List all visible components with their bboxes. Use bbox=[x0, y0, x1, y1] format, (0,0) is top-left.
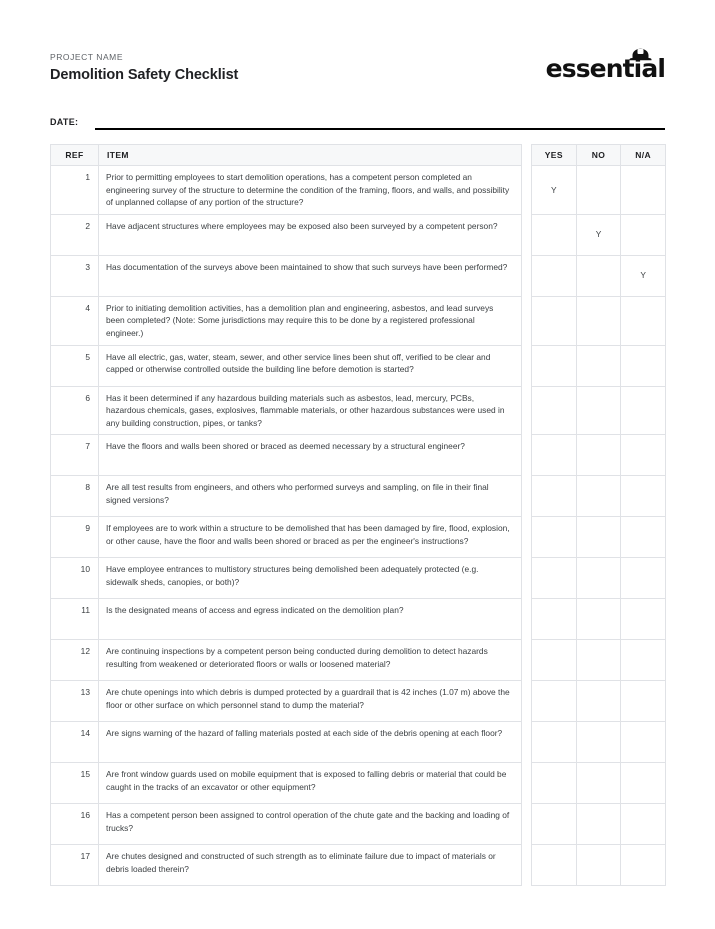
table-row bbox=[51, 640, 522, 681]
answer-row bbox=[532, 435, 666, 476]
row-ref-cell: 15 bbox=[51, 763, 99, 804]
answer-cell-na[interactable] bbox=[621, 804, 666, 845]
answer-cell-yes[interactable] bbox=[532, 296, 577, 345]
row-ref-cell: 13 bbox=[51, 681, 99, 722]
answer-cell-na[interactable] bbox=[621, 435, 666, 476]
answer-row bbox=[532, 722, 666, 763]
answer-cell-yes[interactable] bbox=[532, 845, 577, 886]
answer-cell-no[interactable] bbox=[576, 386, 621, 435]
answer-cell-no[interactable] bbox=[576, 845, 621, 886]
answer-cell-na[interactable]: Y bbox=[621, 255, 666, 296]
row-item-cell: Are chute openings into which debris is dumped protected by a guardrail that is 42 inches (1.07 m) above the floor or other surface on which personnel stand to dump the material? bbox=[99, 681, 522, 722]
answer-cell-no[interactable] bbox=[576, 476, 621, 517]
answers-table-wrapper bbox=[531, 144, 665, 886]
answer-cell-na[interactable] bbox=[621, 517, 666, 558]
row-item-cell: Have the floors and walls been shored or braced as deemed necessary by a structural engineer? bbox=[99, 435, 522, 476]
table-row bbox=[51, 214, 522, 255]
date-field bbox=[50, 116, 665, 132]
row-ref-cell: 7 bbox=[51, 435, 99, 476]
table-row bbox=[51, 386, 522, 435]
answer-cell-na[interactable] bbox=[621, 681, 666, 722]
row-item-cell: Are chutes designed and constructed of such strength as to eliminate failure due to impact of materials or debris loaded therein? bbox=[99, 845, 522, 886]
items-table-header bbox=[51, 145, 522, 166]
answer-cell-na[interactable] bbox=[621, 722, 666, 763]
answer-cell-no[interactable] bbox=[576, 296, 621, 345]
table-row bbox=[51, 345, 522, 386]
row-item-cell: Have adjacent structures where employees may be exposed also been surveyed by a competent person? bbox=[99, 214, 522, 255]
answer-cell-yes[interactable] bbox=[532, 214, 577, 255]
items-header-row bbox=[51, 145, 522, 166]
table-row bbox=[51, 296, 522, 345]
project-name-label: PROJECT NAME bbox=[50, 52, 124, 62]
row-item-cell: Is the designated means of access and egress indicated on the demolition plan? bbox=[99, 599, 522, 640]
row-ref-cell: 2 bbox=[51, 214, 99, 255]
row-ref-cell: 14 bbox=[51, 722, 99, 763]
answer-row bbox=[532, 599, 666, 640]
row-ref-cell: 6 bbox=[51, 386, 99, 435]
answer-cell-na[interactable] bbox=[621, 345, 666, 386]
row-item-cell: Are signs warning of the hazard of falling materials posted at each side of the debris opening at each floor? bbox=[99, 722, 522, 763]
answer-row bbox=[532, 476, 666, 517]
items-table-body bbox=[51, 166, 522, 886]
answer-cell-no[interactable] bbox=[576, 166, 621, 215]
row-ref-cell: 10 bbox=[51, 558, 99, 599]
answers-table bbox=[531, 144, 666, 886]
answer-cell-yes[interactable] bbox=[532, 763, 577, 804]
row-item-cell: Are all test results from engineers, and others who performed surveys and sampling, on file in their final signed versions? bbox=[99, 476, 522, 517]
answer-cell-yes[interactable] bbox=[532, 255, 577, 296]
brand-logo-text: essential bbox=[545, 54, 665, 83]
answer-row bbox=[532, 763, 666, 804]
answer-row bbox=[532, 214, 666, 255]
column-header-ref: REF bbox=[51, 145, 99, 166]
answer-cell-no[interactable] bbox=[576, 345, 621, 386]
table-row bbox=[51, 255, 522, 296]
answer-row bbox=[532, 845, 666, 886]
answer-row bbox=[532, 681, 666, 722]
row-item-cell: Are continuing inspections by a competent person being conducted during demolition to detect hazards resulting from weakened or deteriorated floors or walls or loosened material? bbox=[99, 640, 522, 681]
answer-row bbox=[532, 517, 666, 558]
row-item-cell: Have employee entrances to multistory structures being demolished been adequately protected (e.g. sidewalk sheds, canopies, or both)? bbox=[99, 558, 522, 599]
table-row bbox=[51, 804, 522, 845]
row-ref-cell: 1 bbox=[51, 166, 99, 215]
table-row bbox=[51, 558, 522, 599]
answer-row bbox=[532, 640, 666, 681]
table-row bbox=[51, 845, 522, 886]
answer-row bbox=[532, 255, 666, 296]
answer-cell-no[interactable] bbox=[576, 558, 621, 599]
table-row bbox=[51, 476, 522, 517]
answer-cell-no[interactable] bbox=[576, 640, 621, 681]
answer-row bbox=[532, 166, 666, 215]
answer-cell-yes[interactable]: Y bbox=[532, 166, 577, 215]
row-item-cell: Have all electric, gas, water, steam, sewer, and other service lines been shut off, verified to be clear and capped or otherwise controlled outside the building line before demotion is started? bbox=[99, 345, 522, 386]
answers-table-body bbox=[532, 166, 666, 886]
row-item-cell: If employees are to work within a structure to be demolished that has been damaged by fire, flood, explosion, or other cause, have the floor and walls been shored or braced as per the engineer's instructions? bbox=[99, 517, 522, 558]
answer-row bbox=[532, 296, 666, 345]
answer-row bbox=[532, 345, 666, 386]
table-row bbox=[51, 763, 522, 804]
answer-cell-na[interactable] bbox=[621, 296, 666, 345]
answer-cell-na[interactable] bbox=[621, 166, 666, 215]
row-ref-cell: 11 bbox=[51, 599, 99, 640]
answer-cell-no[interactable] bbox=[576, 517, 621, 558]
answer-cell-na[interactable] bbox=[621, 599, 666, 640]
answer-cell-na[interactable] bbox=[621, 386, 666, 435]
answer-cell-na[interactable] bbox=[621, 763, 666, 804]
answer-cell-yes[interactable] bbox=[532, 517, 577, 558]
answer-cell-na[interactable] bbox=[621, 558, 666, 599]
row-ref-cell: 17 bbox=[51, 845, 99, 886]
table-row bbox=[51, 722, 522, 763]
answer-cell-na[interactable] bbox=[621, 214, 666, 255]
answer-cell-na[interactable] bbox=[621, 640, 666, 681]
brand-logo bbox=[535, 48, 665, 82]
row-item-cell: Has a competent person been assigned to control operation of the chute gate and the backing and loading of trucks? bbox=[99, 804, 522, 845]
row-item-cell: Prior to permitting employees to start demolition operations, has a competent person completed an engineering survey of the structure to determine the condition of the framing, floors, and walls, and possibility of unplanned collapse of any portion of the structure? bbox=[99, 166, 522, 215]
row-item-cell: Has it been determined if any hazardous building materials such as asbestos, lead, mercury, PCBs, hazardous chemicals, gases, explosives, flammable materials, or other hazardous substances were used in any building construction, pipes, or tanks? bbox=[99, 386, 522, 435]
answer-cell-no[interactable]: Y bbox=[576, 214, 621, 255]
column-header-na: N/A bbox=[621, 145, 666, 166]
row-item-cell: Has documentation of the surveys above been maintained to show that such surveys have been performed? bbox=[99, 255, 522, 296]
answers-header-row bbox=[532, 145, 666, 166]
answer-cell-no[interactable] bbox=[576, 804, 621, 845]
answer-row bbox=[532, 804, 666, 845]
row-ref-cell: 12 bbox=[51, 640, 99, 681]
answers-table-header bbox=[532, 145, 666, 166]
answer-cell-yes[interactable] bbox=[532, 804, 577, 845]
row-item-cell: Are front window guards used on mobile equipment that is exposed to falling debris or material that could be caught in the tracks of an excavator or other equipment? bbox=[99, 763, 522, 804]
row-ref-cell: 3 bbox=[51, 255, 99, 296]
answer-cell-yes[interactable] bbox=[532, 722, 577, 763]
items-table bbox=[50, 144, 522, 886]
table-row bbox=[51, 435, 522, 476]
answer-row bbox=[532, 386, 666, 435]
column-header-yes: YES bbox=[532, 145, 577, 166]
items-table-wrapper bbox=[50, 144, 522, 886]
answer-cell-no[interactable] bbox=[576, 599, 621, 640]
answer-cell-no[interactable] bbox=[576, 722, 621, 763]
column-header-item: ITEM bbox=[99, 145, 522, 166]
column-header-no: NO bbox=[576, 145, 621, 166]
answer-cell-yes[interactable] bbox=[532, 558, 577, 599]
answer-cell-no[interactable] bbox=[576, 435, 621, 476]
table-row bbox=[51, 517, 522, 558]
answer-cell-no[interactable] bbox=[576, 681, 621, 722]
answer-cell-yes[interactable] bbox=[532, 345, 577, 386]
checklist-tables bbox=[50, 144, 665, 886]
row-item-cell: Prior to initiating demolition activities, has a demolition plan and engineering, asbestos, and lead surveys been completed? (Note: Some jurisdictions may require this to be done by a registered professional engineer.) bbox=[99, 296, 522, 345]
table-row bbox=[51, 166, 522, 215]
table-row bbox=[51, 599, 522, 640]
answer-cell-yes[interactable] bbox=[532, 386, 577, 435]
page-title: Demolition Safety Checklist bbox=[50, 67, 239, 83]
row-ref-cell: 4 bbox=[51, 296, 99, 345]
row-ref-cell: 9 bbox=[51, 517, 99, 558]
date-label: DATE: bbox=[50, 117, 79, 127]
answer-cell-no[interactable] bbox=[576, 255, 621, 296]
answer-cell-yes[interactable] bbox=[532, 681, 577, 722]
answer-cell-yes[interactable] bbox=[532, 476, 577, 517]
row-ref-cell: 8 bbox=[51, 476, 99, 517]
answer-cell-no[interactable] bbox=[576, 763, 621, 804]
table-row bbox=[51, 681, 522, 722]
answer-cell-yes[interactable] bbox=[532, 640, 577, 681]
date-input-line[interactable] bbox=[95, 128, 665, 130]
answer-cell-yes[interactable] bbox=[532, 599, 577, 640]
document-header bbox=[50, 0, 665, 100]
row-ref-cell: 5 bbox=[51, 345, 99, 386]
answer-cell-na[interactable] bbox=[621, 476, 666, 517]
answer-row bbox=[532, 558, 666, 599]
answer-cell-yes[interactable] bbox=[532, 435, 577, 476]
answer-cell-na[interactable] bbox=[621, 845, 666, 886]
row-ref-cell: 16 bbox=[51, 804, 99, 845]
